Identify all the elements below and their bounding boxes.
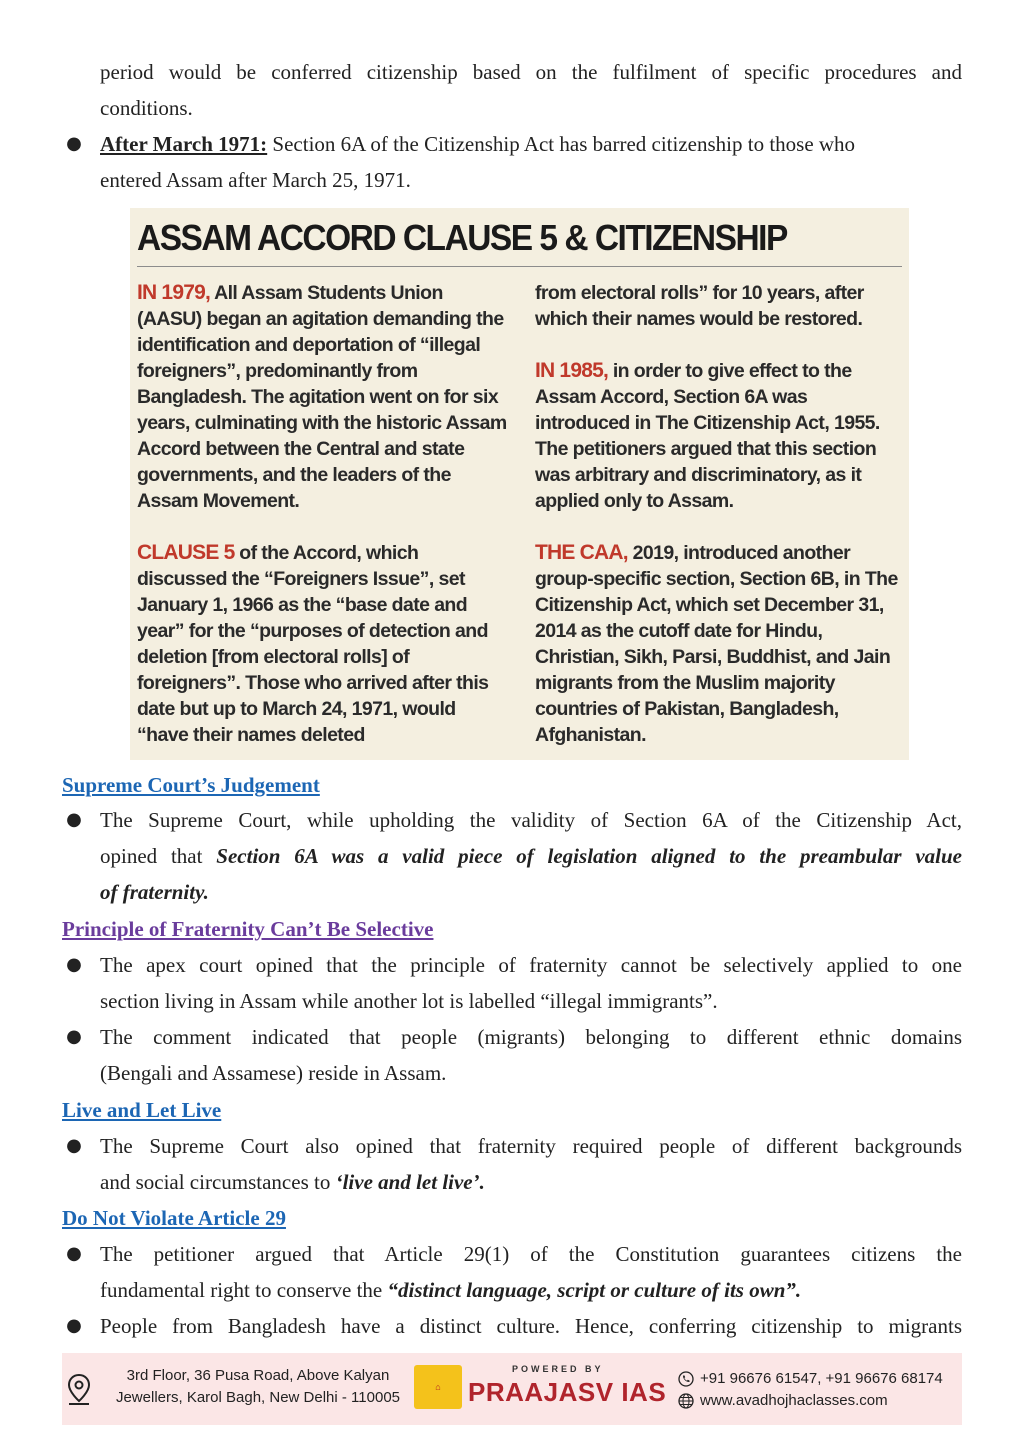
list-item: ● People from Bangladesh have a distinct culture. Hence, conferring citizenship to migrants xyxy=(62,1308,962,1344)
intro-line: conditions. xyxy=(100,96,193,120)
clipping-left-column: IN 1979, All Assam Students Union (AASU) began an agitation demanding the identification and deportation of “illegal foreigners”, predominantly from Bangladesh. The agitation went on for six years, culminating with the historic Assam Accord between the Central and state governments, and the leaders of the Assam Movement. CLAUSE 5 of the Accord, which discussed the “Foreigners Issue”, set January 1, 1966 as the “base date and year” for the “purposes of detection and deletion [from electoral rolls] of foreigners”. Those who arrived after this date but up to March 24, 1971, would “have their names deleted xyxy=(137,281,507,746)
bullet-icon: ● xyxy=(66,1243,82,1264)
footer-phone[interactable]: +91 96676 61547, +91 96676 68174 xyxy=(700,1370,943,1387)
list-item: ● The apex court opined that the principle of fraternity cannot be selectively applied to one section living in Assam while another lot is labelled “illegal immigrants”. xyxy=(62,947,962,1019)
list-item: ● The petitioner argued that Article 29(1) of the Constitution guarantees citizens the fundamental right to conserve the “distinct language, script or culture of its own”. xyxy=(62,1236,962,1308)
footer-address: 3rd Floor, 36 Pusa Road, Above Kalyan Jewellers, Karol Bagh, New Delhi - 110005 xyxy=(115,1367,401,1406)
heading-principle-of-fraternity: Principle of Fraternity Can’t Be Selective xyxy=(62,917,434,941)
location-pin-icon xyxy=(66,1373,92,1407)
powered-by-label: POWERED BY xyxy=(512,1364,604,1374)
clipping-title: ASSAM ACCORD CLAUSE 5 & CITIZENSHIP xyxy=(137,217,787,258)
after-1971-bullet: ● After March 1971: Section 6A of the Citizenship Act has barred citizenship to those who entered Assam after March 25, 1971. xyxy=(62,126,962,198)
list-item: ● The Supreme Court, while upholding the validity of Section 6A of the Citizenship Act, opined that Section 6A was a valid piece of legislation aligned to the preambular value of fraternity. xyxy=(62,802,962,910)
intro-text xyxy=(100,54,962,126)
globe-icon xyxy=(678,1393,694,1409)
bullet-icon: ● xyxy=(66,809,82,830)
intro-line: period would be conferred citizenship based on the fulfilment of specific procedures and xyxy=(100,60,962,84)
list-item: ● The Supreme Court also opined that fraternity required people of different backgrounds and social circumstances to ‘live and let live’. xyxy=(62,1128,962,1200)
heading-supreme-court-judgement: Supreme Court’s Judgement xyxy=(62,773,320,797)
footer-website-link[interactable]: www.avadhojhaclasses.com xyxy=(700,1392,888,1409)
after-1971-label: After March 1971: xyxy=(100,132,268,156)
bullet-icon: ● xyxy=(66,133,82,154)
heading-do-not-violate-article-29: Do Not Violate Article 29 xyxy=(62,1206,286,1230)
heading-live-and-let-live: Live and Let Live xyxy=(62,1098,222,1122)
bullet-icon: ● xyxy=(66,954,82,975)
list-item: ● The comment indicated that people (migrants) belonging to different ethnic domains (Bengali and Assamese) reside in Assam. xyxy=(62,1019,962,1091)
page-footer xyxy=(62,1353,962,1425)
brand-logo: ⌂ xyxy=(414,1365,462,1409)
clipping-divider xyxy=(137,266,902,267)
bullet-icon: ● xyxy=(66,1315,82,1336)
phone-icon xyxy=(678,1371,694,1387)
footer-contact xyxy=(678,1368,943,1412)
clipping-right-column: from electoral rolls” for 10 years, after which their names would be restored. IN 1985, in order to give effect to the Assam Accord, Section 6A was introduced in The Citizenship Act, 1955. The petitioners argued that this section was arbitrary and discriminatory, as it applied only to Assam. THE CAA, 2019, introduced another group-specific section, Section 6B, in The Citizenship Act, which set December 31, 2014 as the cutoff date for Hindu, Christian, Sikh, Parsi, Buddhist, and Jain migrants from the Muslim majority countries of Pakistan, Bangladesh, Afghanistan. xyxy=(535,282,898,746)
brand-name: PRAAJASV IAS xyxy=(468,1377,667,1407)
bullet-icon: ● xyxy=(66,1026,82,1047)
assam-accord-clipping xyxy=(130,208,909,760)
bullet-icon: ● xyxy=(66,1135,82,1156)
